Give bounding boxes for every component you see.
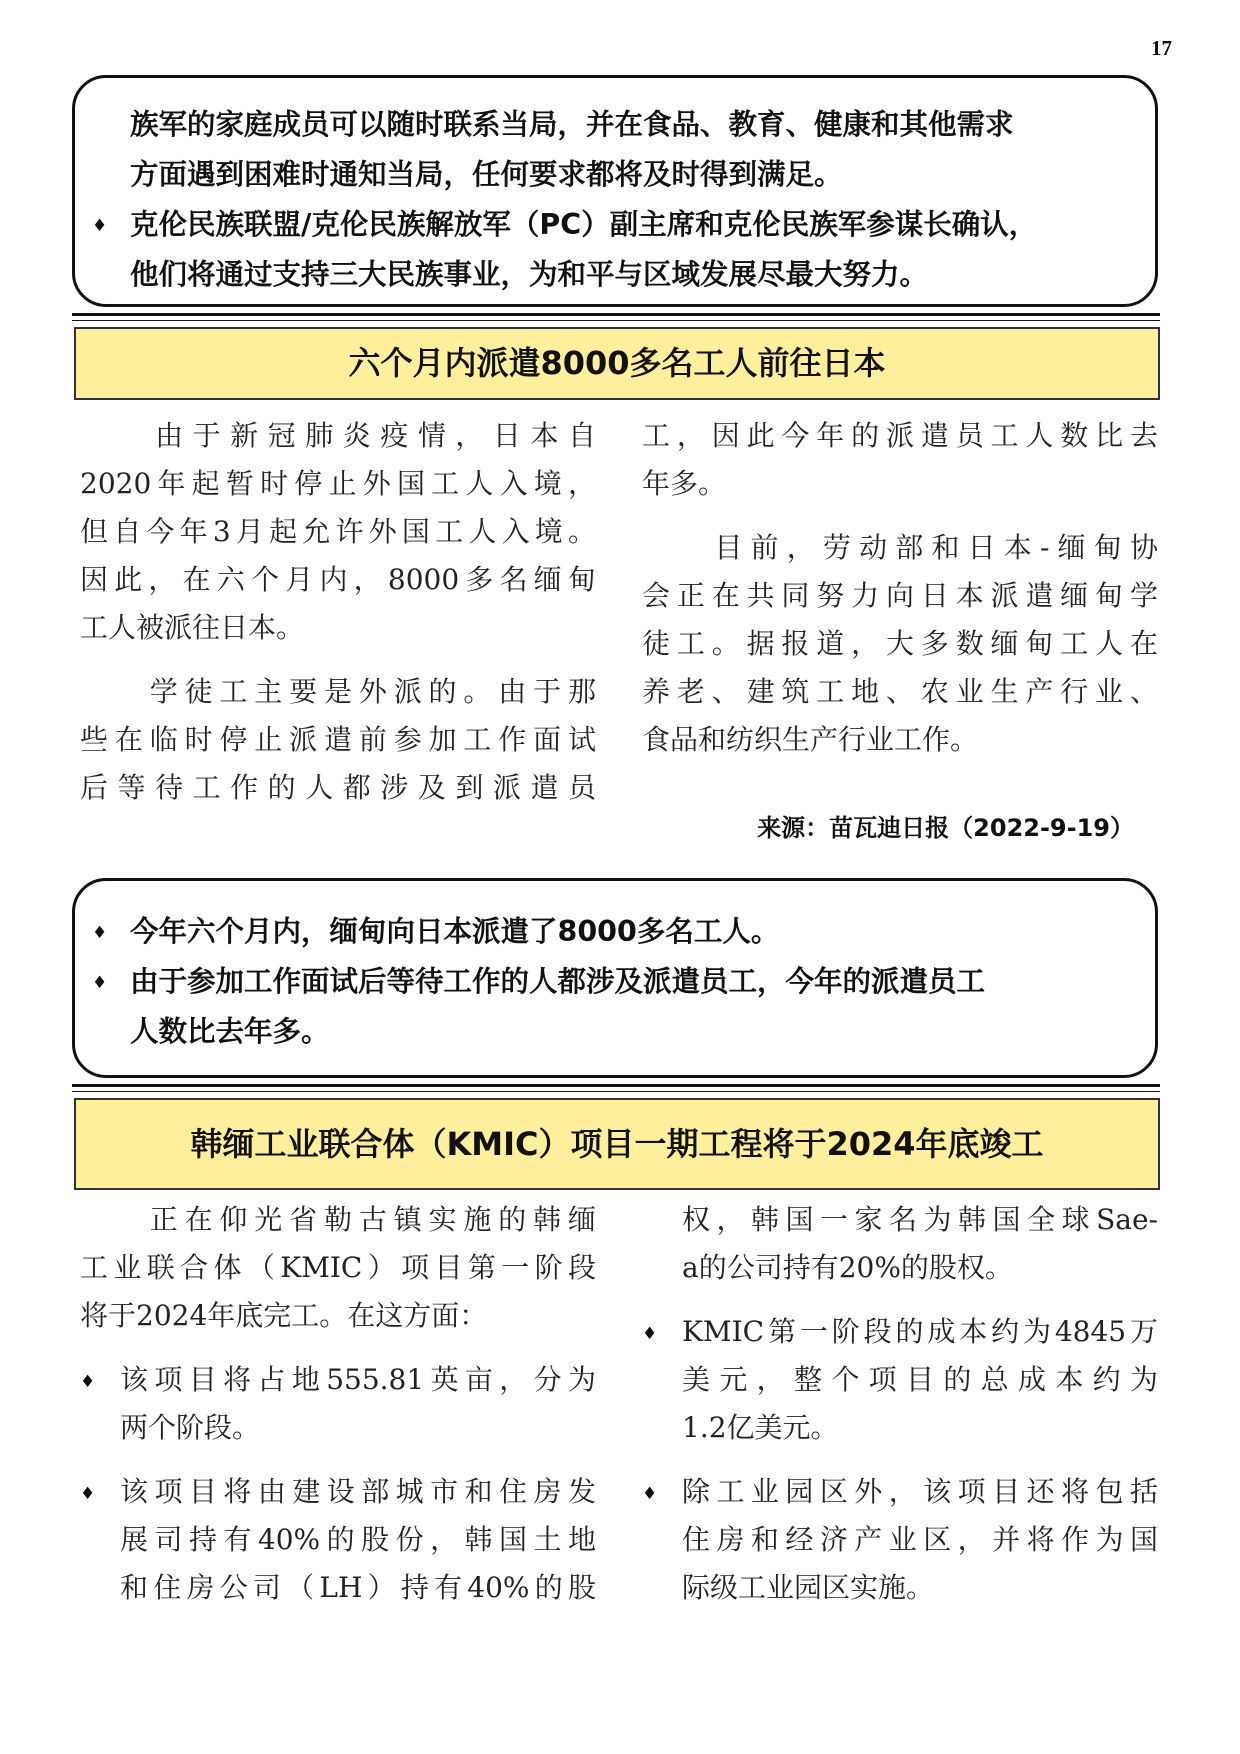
summary-box-middle-content	[92, 907, 986, 1057]
summary-bullet-text: 由于参加工作面试后等待工作的人都涉及派遣员工，今年的派遣员工	[130, 965, 986, 998]
article-column-right	[642, 412, 1158, 764]
body-line: 美元，整个项目的总成本约为	[682, 1363, 1158, 1396]
body-line: 权，韩国一家名为韩国全球Sae-	[682, 1203, 1158, 1236]
bullet-item	[80, 1468, 596, 1612]
summary-line: 方面遇到困难时通知当局，任何要求都将及时得到满足。	[130, 158, 843, 191]
bullet-item	[80, 1356, 596, 1452]
article-column-right	[642, 1196, 1158, 1612]
diamond-bullet-icon: ♦	[642, 1324, 658, 1344]
page-number: 17	[1151, 36, 1172, 60]
summary-line: 族军的家庭成员可以随时联系当局，并在食品、教育、健康和其他需求	[130, 108, 1014, 141]
summary-bullet-text: 克伦民族联盟/克伦民族解放军（PC）副主席和克伦民族军参谋长确认，	[130, 208, 1038, 241]
body-line: 食品和纺织生产行业工作。	[642, 723, 979, 756]
body-line: 工，因此今年的派遣员工人数比去	[642, 419, 1158, 452]
diamond-bullet-icon: ♦	[92, 923, 108, 943]
article-column-left	[80, 412, 596, 812]
body-line: 和住房公司（LH）持有40%的股	[120, 1571, 596, 1604]
body-line: 因此，在六个月内，8000多名缅甸	[80, 563, 596, 596]
section-divider-thin	[72, 320, 1160, 321]
body-line: 2020年起暂时停止外国工人入境，	[80, 467, 596, 500]
summary-box-top	[72, 75, 1158, 307]
article-title: 六个月内派遣8000多名工人前往日本	[348, 344, 886, 382]
diamond-bullet-icon: ♦	[80, 1372, 96, 1392]
body-line: 会正在共同努力向日本派遣缅甸学	[642, 579, 1158, 612]
body-line: 际级工业园区实施。	[682, 1571, 935, 1604]
diamond-bullet-icon: ♦	[642, 1484, 658, 1504]
bullet-continuation	[682, 1196, 1158, 1292]
bullet-item	[642, 1468, 1158, 1612]
body-line: 将于2024年底完工。在这方面：	[80, 1299, 488, 1332]
body-line: 学徒工主要是外派的。由于那	[80, 675, 596, 708]
summary-bullet-text: 今年六个月内，缅甸向日本派遣了8000多名工人。	[130, 915, 780, 948]
summary-line: 人数比去年多。	[130, 1015, 330, 1048]
body-line: 后等待工作的人都涉及到派遣员	[80, 771, 596, 804]
article-column-left	[80, 1196, 596, 1612]
diamond-bullet-icon: ♦	[92, 973, 108, 993]
body-line: 除工业园区外，该项目还将包括	[682, 1475, 1158, 1508]
body-line: 由于新冠肺炎疫情，日本自	[80, 419, 596, 452]
summary-box-middle	[72, 878, 1158, 1078]
body-line: 工人被派往日本。	[80, 611, 305, 644]
body-line: 但自今年3月起允许外国工人入境。	[80, 515, 596, 548]
section-divider	[72, 313, 1160, 316]
section-divider-thin	[72, 1091, 1160, 1092]
summary-line: 他们将通过支持三大民族事业，为和平与区域发展尽最大努力。	[130, 258, 929, 291]
article-title-banner	[74, 1098, 1160, 1190]
summary-bullet	[92, 200, 1038, 250]
body-line: 工业联合体（KMIC）项目第一阶段	[80, 1251, 596, 1284]
body-line: 展司持有40%的股份，韩国土地	[120, 1523, 596, 1556]
diamond-bullet-icon: ♦	[80, 1484, 96, 1504]
section-divider	[72, 1084, 1160, 1087]
diamond-bullet-icon: ♦	[92, 216, 108, 236]
body-line: 该项目将由建设部城市和住房发	[120, 1475, 596, 1508]
summary-bullet	[92, 907, 985, 957]
article-title-banner	[74, 327, 1160, 400]
body-line: 徒工。据报道，大多数缅甸工人在	[642, 627, 1158, 660]
body-line: 两个阶段。	[120, 1411, 261, 1444]
body-line: KMIC第一阶段的成本约为4845万	[682, 1315, 1158, 1348]
bullet-item	[642, 1308, 1158, 1452]
body-line: 些在临时停止派遣前参加工作面试	[80, 723, 596, 756]
body-line: 目前，劳动部和日本-缅甸协	[642, 531, 1158, 564]
summary-bullet	[92, 957, 986, 1007]
body-line: 正在仰光省勒古镇实施的韩缅	[80, 1203, 596, 1236]
source-citation: 来源：苗瓦迪日报（2022-9-19）	[757, 814, 1134, 842]
body-line: 1.2亿美元。	[682, 1411, 839, 1444]
body-line: a的公司持有20%的股权。	[682, 1251, 1013, 1284]
article-title: 韩缅工业联合体（KMIC）项目一期工程将于2024年底竣工	[190, 1125, 1044, 1163]
body-line: 住房和经济产业区，并将作为国	[682, 1523, 1158, 1556]
summary-box-top-content	[92, 100, 1038, 300]
body-line: 该项目将占地555.81英亩，分为	[120, 1363, 596, 1396]
body-line: 养老、建筑工地、农业生产行业、	[642, 675, 1158, 708]
body-line: 年多。	[642, 467, 727, 500]
